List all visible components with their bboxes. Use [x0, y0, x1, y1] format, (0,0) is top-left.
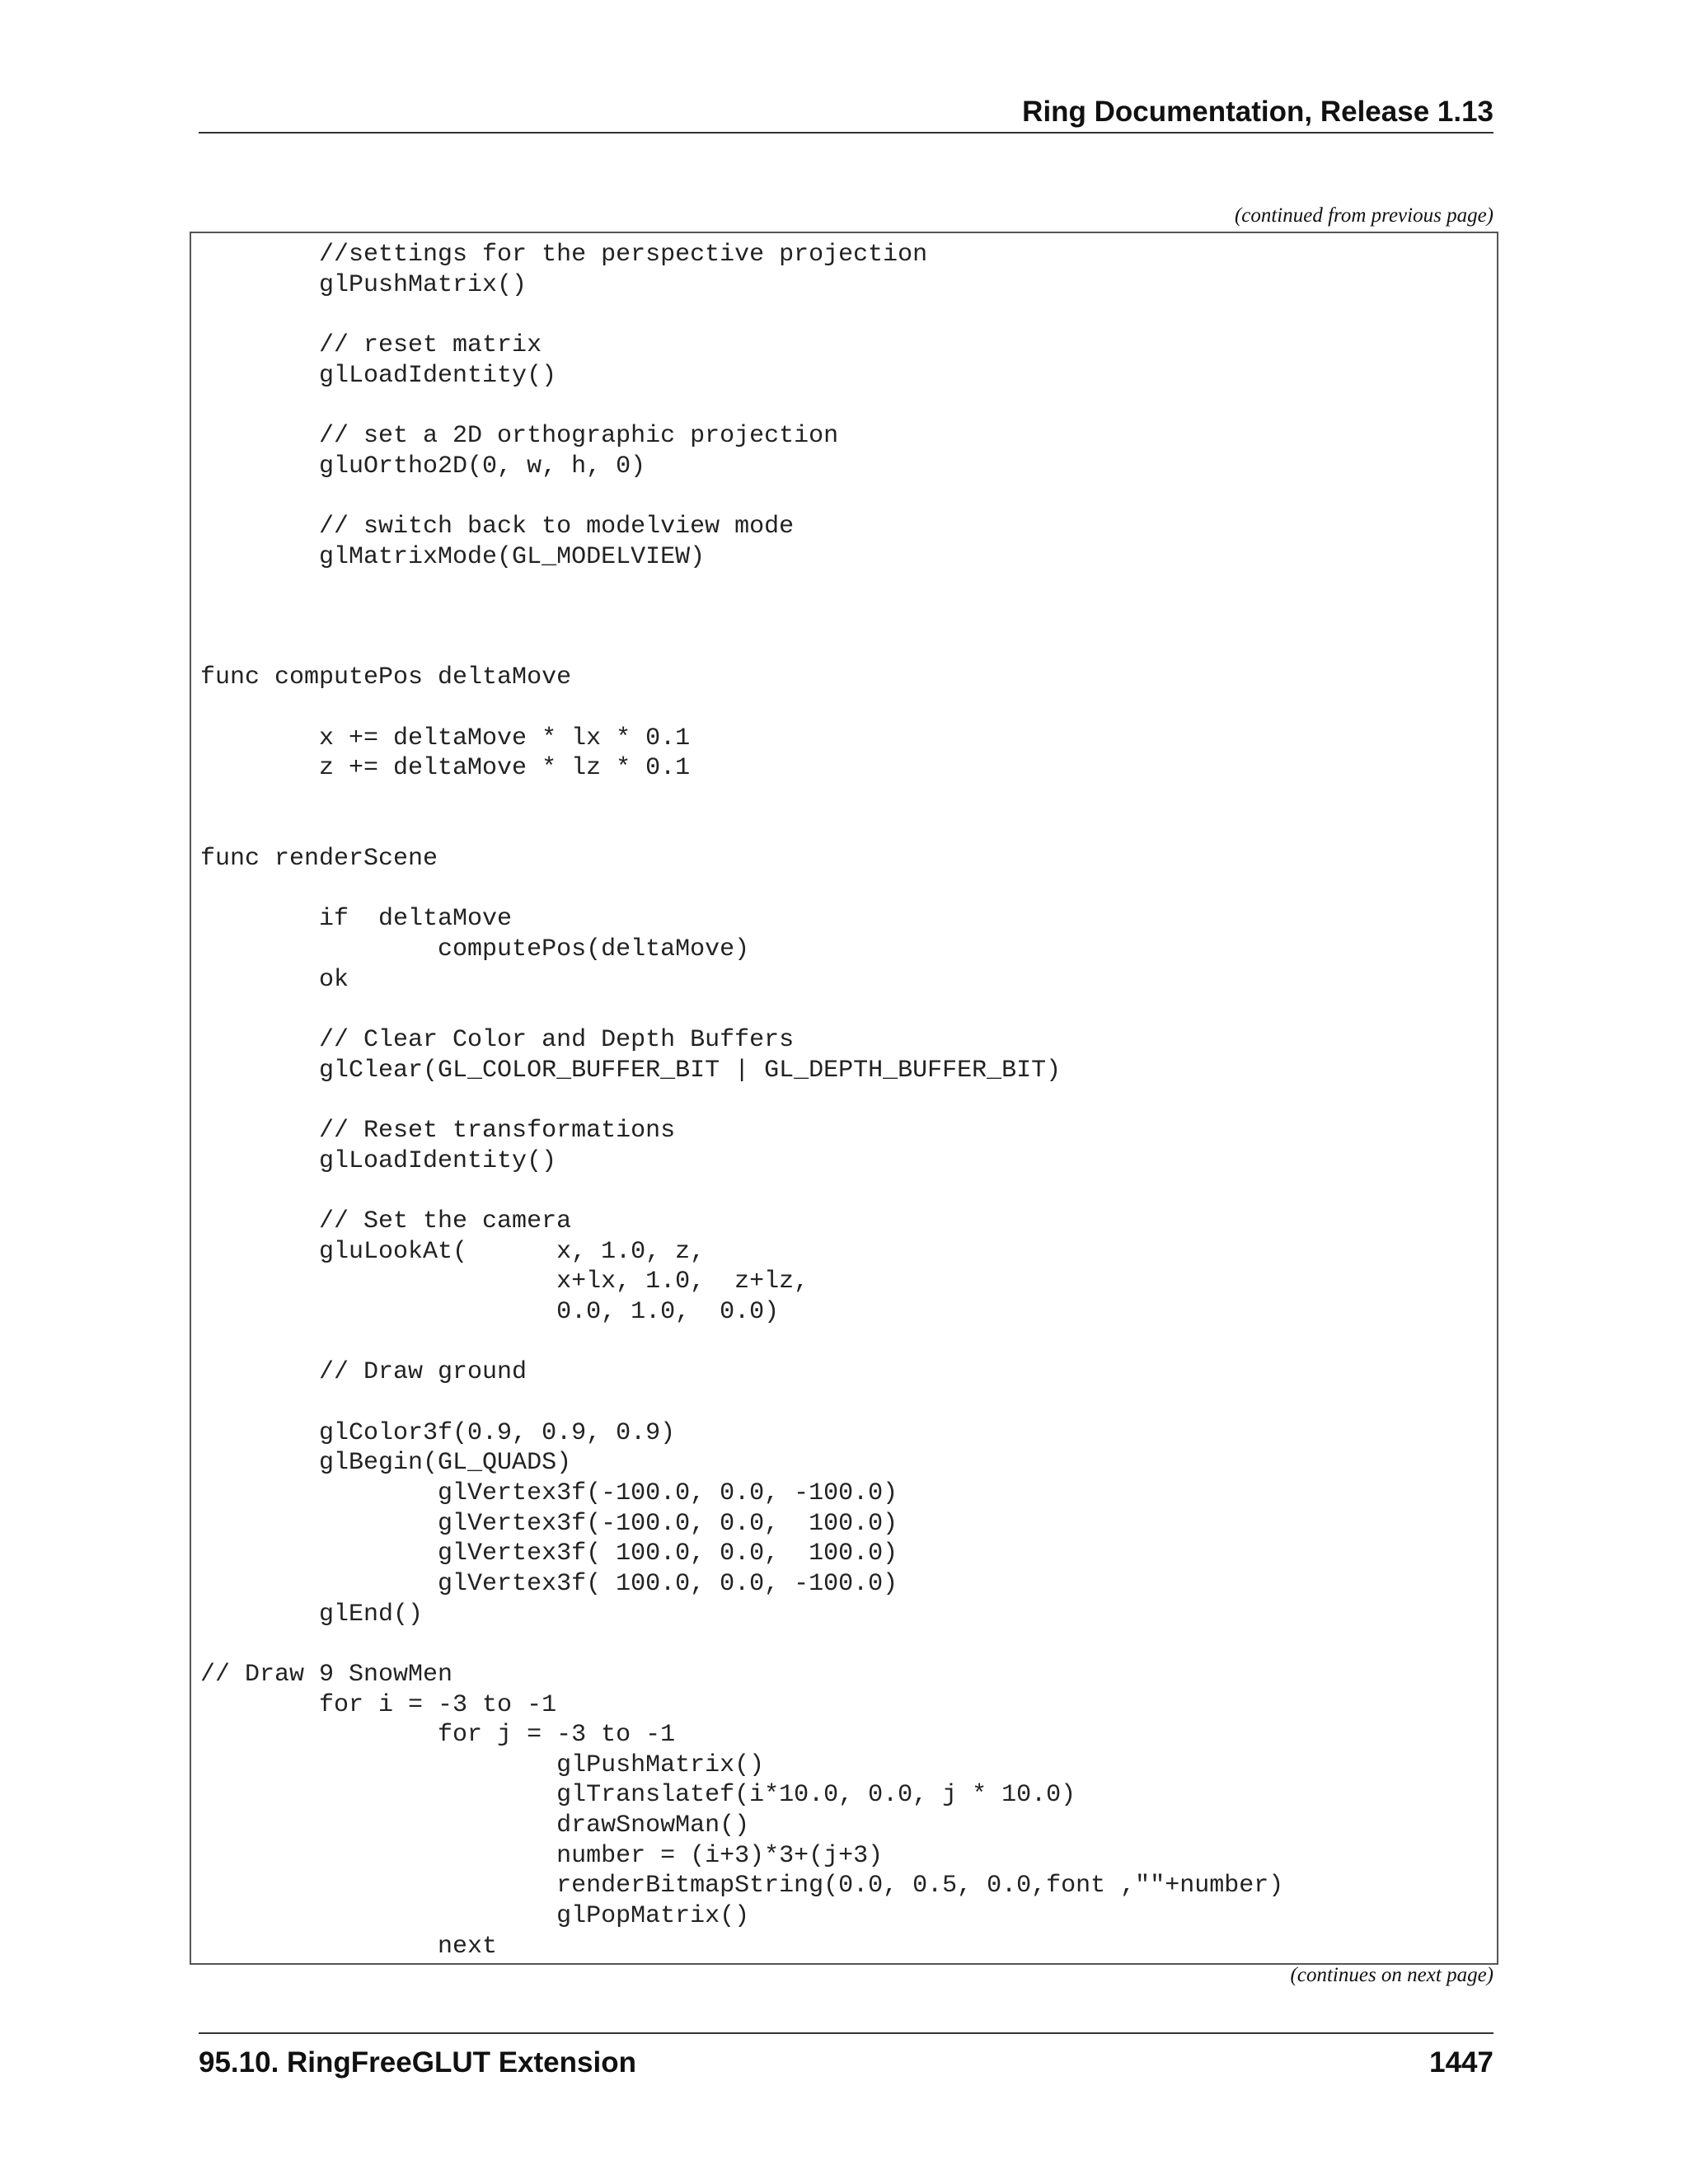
page-number: 1447 [1429, 2046, 1493, 2079]
code-line: renderBitmapString(0.0, 0.5, 0.0,font ,""+number) [200, 1872, 1284, 1900]
code-line: glTranslatef(i*10.0, 0.0, j * 10.0) [200, 1781, 1076, 1810]
code-line: glVertex3f(-100.0, 0.0, -100.0) [200, 1479, 898, 1507]
page-header [199, 92, 1493, 134]
section-title: 95.10. RingFreeGLUT Extension [199, 2046, 636, 2079]
continued-from-note: (continued from previous page) [1234, 204, 1493, 227]
code-line: glLoadIdentity() [200, 1146, 557, 1175]
code-line: // reset matrix [200, 330, 542, 359]
code-line: next [200, 1932, 498, 1961]
code-line: 0.0, 1.0, 0.0) [200, 1297, 780, 1326]
code-line: for j = -3 to -1 [200, 1721, 676, 1750]
code-line: // Reset transformations [200, 1117, 676, 1146]
code-line: // set a 2D orthographic projection [200, 421, 839, 450]
code-line: glVertex3f(-100.0, 0.0, 100.0) [200, 1509, 898, 1538]
code-line: glClear(GL_COLOR_BUFFER_BIT | GL_DEPTH_BUFFER_BIT) [200, 1056, 1062, 1085]
code-line: glColor3f(0.9, 0.9, 0.9) [200, 1418, 676, 1447]
code-line: // Clear Color and Depth Buffers [200, 1026, 795, 1055]
code-line: drawSnowMan() [200, 1811, 750, 1840]
code-line: //settings for the perspective projection [200, 241, 928, 269]
code-listing [200, 240, 1283, 1961]
code-line: glVertex3f( 100.0, 0.0, -100.0) [200, 1569, 898, 1598]
code-line: // switch back to modelview mode [200, 512, 795, 541]
code-block [190, 232, 1498, 1965]
code-line: func computePos deltaMove [200, 663, 572, 692]
code-line: glLoadIdentity() [200, 361, 557, 390]
code-line: number = (i+3)*3+(j+3) [200, 1841, 884, 1870]
code-line: if deltaMove [200, 905, 513, 934]
continues-on-note: (continues on next page) [1290, 1964, 1493, 1986]
code-line: // Set the camera [200, 1207, 572, 1235]
code-line: glBegin(GL_QUADS) [200, 1449, 572, 1478]
code-line: glVertex3f( 100.0, 0.0, 100.0) [200, 1540, 898, 1568]
code-line: // Draw ground [200, 1358, 528, 1387]
code-line: // Draw 9 SnowMen [200, 1660, 453, 1689]
page-footer [199, 2032, 1493, 2079]
code-line: glPushMatrix() [200, 270, 528, 299]
code-line: glMatrixMode(GL_MODELVIEW) [200, 542, 706, 571]
code-line: x+lx, 1.0, z+lz, [200, 1268, 809, 1296]
code-line: func renderScene [200, 845, 438, 874]
code-line: glPopMatrix() [200, 1902, 750, 1931]
code-line: glEnd() [200, 1600, 424, 1629]
code-line: gluLookAt( x, 1.0, z, [200, 1237, 706, 1266]
code-line: ok [200, 965, 349, 994]
code-line: glPushMatrix() [200, 1750, 765, 1779]
code-line: z += deltaMove * lz * 0.1 [200, 754, 691, 783]
code-line: gluOrtho2D(0, w, h, 0) [200, 452, 646, 480]
document-title: Ring Documentation, Release 1.13 [1022, 96, 1493, 128]
code-line: for i = -3 to -1 [200, 1690, 557, 1719]
code-line: computePos(deltaMove) [200, 935, 750, 964]
code-line: x += deltaMove * lx * 0.1 [200, 724, 691, 752]
